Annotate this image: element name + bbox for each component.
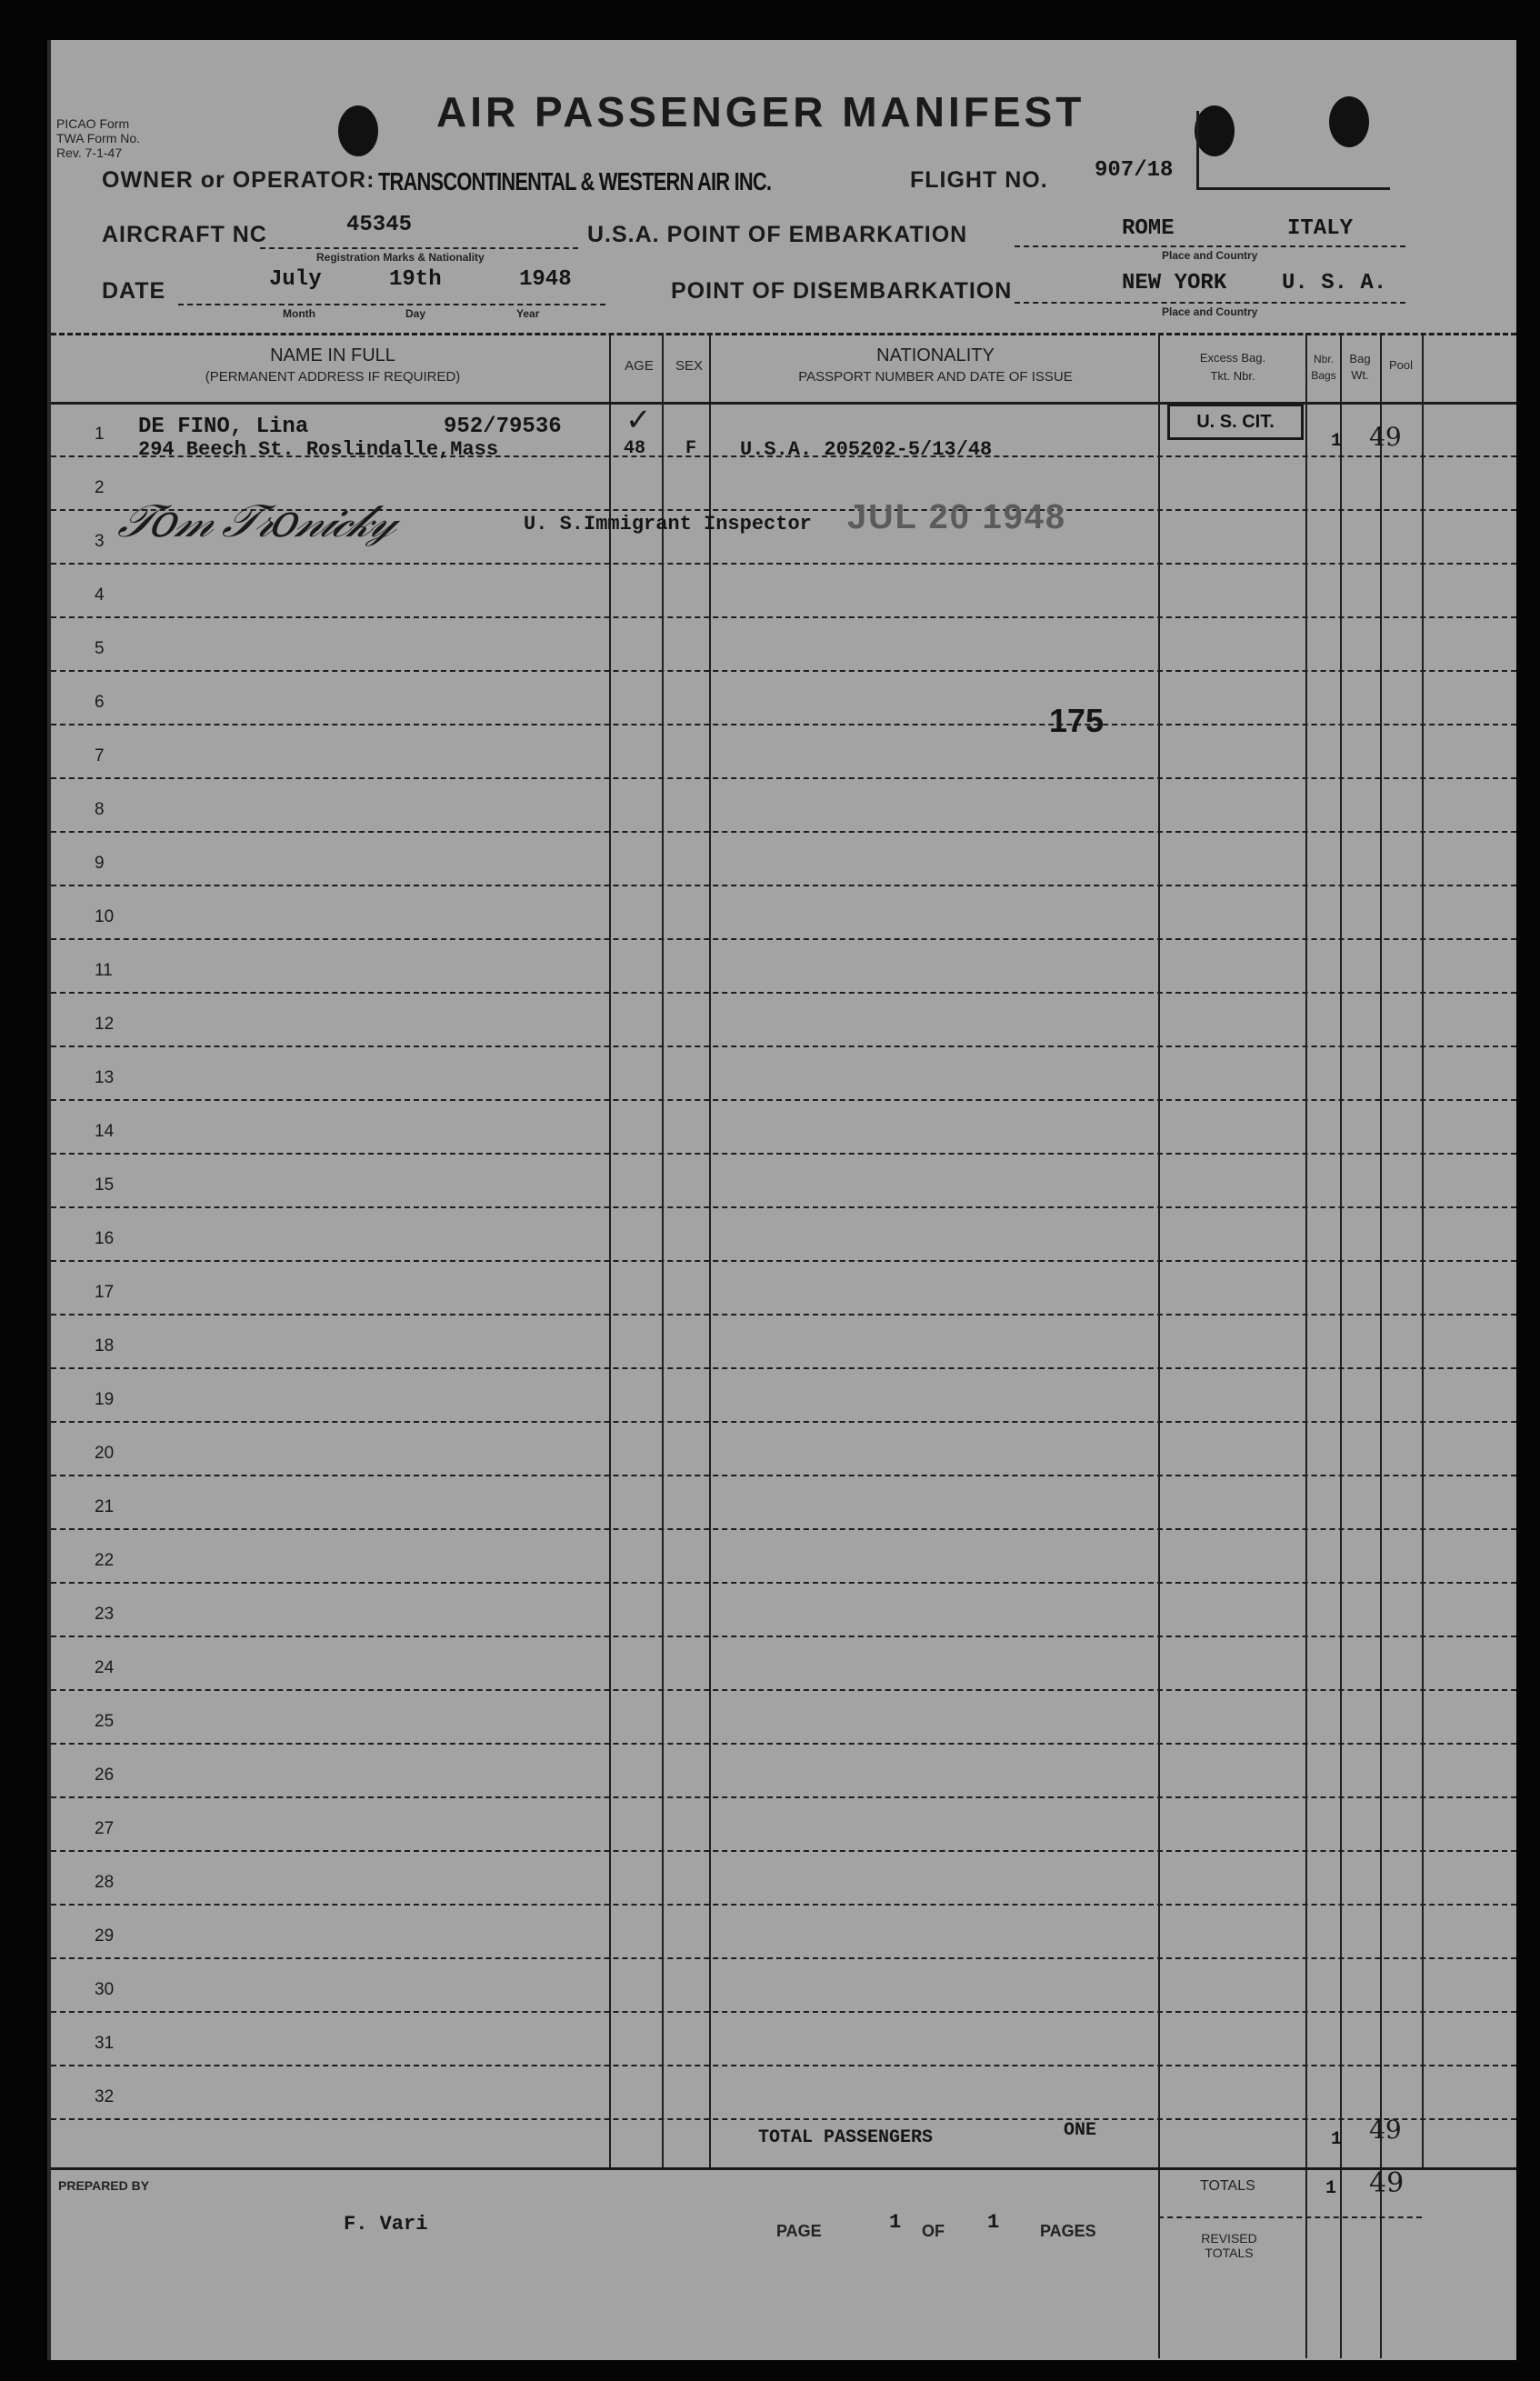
row-number: 32: [95, 2087, 115, 2106]
row-number: 14: [95, 1122, 115, 1141]
passenger-address: 294 Beech St. Roslindalle,Mass: [138, 438, 499, 461]
inspector-signature: 𝒯𝑜𝓂 𝒯𝓇𝑜𝓃𝒾𝒸𝓀𝓎: [113, 495, 403, 547]
row-line: [51, 1850, 1516, 1852]
aircraft-sub: Registration Marks & Nationality: [316, 251, 485, 264]
form-id-line2: TWA Form No.: [56, 131, 141, 145]
date-underline: [178, 304, 605, 305]
owner-value: TRANSCONTINENTAL & WESTERN AIR INC.: [378, 167, 772, 195]
punch-hole-left: [338, 105, 378, 156]
row-number: 3: [95, 532, 105, 551]
col-name-header: NAME IN FULL: [270, 345, 395, 365]
row-line: [51, 563, 1516, 565]
owner-label: OWNER or OPERATOR:: [102, 167, 375, 193]
row-line: [51, 1582, 1516, 1584]
col-excess-sub: Tkt. Nbr.: [1210, 369, 1255, 383]
center-number: 175: [1049, 702, 1105, 739]
row-line: [51, 1636, 1516, 1637]
us-citizen-stamp: [1167, 404, 1304, 440]
totals-bags: 1: [1325, 2178, 1337, 2199]
date-label: DATE: [102, 278, 166, 304]
of-label: OF: [922, 2222, 945, 2240]
row-line: [51, 1206, 1516, 1208]
row-number: 30: [95, 1980, 115, 1999]
row-number: 8: [95, 800, 105, 819]
col-name-sub: (PERMANENT ADDRESS IF REQUIRED): [205, 369, 461, 385]
row-number: 15: [95, 1175, 115, 1195]
row-line: [51, 885, 1516, 886]
aircraft-label: AIRCRAFT NC: [102, 222, 267, 247]
total-passengers-value: ONE: [1064, 2120, 1097, 2141]
form-id-line3: Rev. 7-1-47: [56, 145, 123, 160]
totals-underline: [1158, 2216, 1422, 2218]
row-line: [51, 670, 1516, 672]
row-line: [51, 777, 1516, 779]
pages-label: PAGES: [1040, 2222, 1096, 2240]
aircraft-value: 45345: [346, 213, 413, 237]
row-number: 6: [95, 693, 105, 712]
embarkation-place: ROME: [1122, 216, 1175, 241]
passenger-weight: 49: [1369, 422, 1402, 452]
us-citizen-stamp-text: U. S. CIT.: [1196, 411, 1275, 432]
inspector-date-stamp: JUL 20 1948: [847, 498, 1067, 536]
date-sub-month: Month: [283, 307, 315, 320]
header-separator: [51, 333, 1516, 335]
flight-value: 907/18: [1095, 158, 1174, 183]
page-value: 1: [889, 2211, 902, 2234]
inspector-text: U. S.Immigrant Inspector: [524, 513, 812, 535]
date-year: 1948: [519, 267, 572, 292]
page-title: AIR PASSENGER MANIFEST: [436, 88, 1085, 135]
passenger-sex: F: [685, 438, 697, 459]
disembarkation-place: NEW YORK: [1122, 271, 1227, 295]
col-divider-sex: [709, 333, 711, 2169]
date-day: 19th: [389, 267, 442, 292]
row-number: 22: [95, 1551, 115, 1570]
col-divider-bags: [1340, 333, 1342, 2358]
row-number: 13: [95, 1068, 115, 1087]
row-line: [51, 1957, 1516, 1959]
age-check-mark: ✓: [625, 402, 652, 438]
of-value: 1: [987, 2211, 1000, 2234]
row-line: [51, 1153, 1516, 1155]
row-line: [51, 938, 1516, 940]
row-number: 10: [95, 907, 115, 926]
row-number: 25: [95, 1712, 115, 1731]
row32-bags: 1: [1331, 2129, 1343, 2150]
col-nationality-header: NATIONALITY: [876, 345, 995, 365]
row-number: 23: [95, 1605, 115, 1624]
manifest-sheet: [47, 40, 1516, 2360]
total-passengers-label: TOTAL PASSENGERS: [758, 2127, 934, 2148]
row32-weight: 49: [1369, 2115, 1402, 2145]
passenger-passport: U.S.A. 205202-5/13/48: [740, 438, 993, 461]
prepared-by-value: F. Vari: [344, 2213, 428, 2236]
row-number: 16: [95, 1229, 115, 1248]
disembarkation-sub: Place and Country: [1162, 305, 1258, 318]
col-divider-weight: [1380, 333, 1382, 2358]
row-line: [51, 2065, 1516, 2066]
row-number: 11: [95, 961, 113, 980]
row-line: [51, 1528, 1516, 1530]
row-number: 1: [95, 425, 105, 444]
row-number: 20: [95, 1444, 115, 1463]
footer-separator: [51, 2167, 1516, 2170]
col-divider-nationality: [1158, 333, 1160, 2358]
row-line: [51, 1260, 1516, 1262]
embarkation-sub: Place and Country: [1162, 249, 1258, 262]
row-line: [51, 992, 1516, 994]
row-number: 24: [95, 1658, 115, 1677]
col-nationality-sub: PASSPORT NUMBER AND DATE OF ISSUE: [798, 369, 1073, 385]
row-line: [51, 1904, 1516, 1906]
passenger-bags: 1: [1331, 431, 1343, 452]
row-line: [51, 2118, 1516, 2120]
disembarkation-underline: [1015, 302, 1405, 304]
col-bag-wt-header: Bag Wt.: [1349, 352, 1371, 382]
date-sub-year: Year: [516, 307, 540, 320]
col-divider-excess: [1305, 333, 1307, 2358]
row-number: 5: [95, 639, 105, 658]
embarkation-country: ITALY: [1287, 216, 1354, 241]
row-number: 31: [95, 2034, 115, 2053]
col-divider-age: [662, 333, 664, 2169]
row-number: 29: [95, 1926, 115, 1946]
col-pool-header: Pool: [1388, 358, 1414, 372]
row-line: [51, 616, 1516, 618]
row-line: [51, 1367, 1516, 1369]
row-number: 18: [95, 1336, 115, 1356]
form-id-line1: PICAO Form: [56, 116, 130, 131]
disembarkation-label: POINT OF DISEMBARKATION: [671, 278, 1013, 304]
passenger-age: 48: [624, 438, 646, 459]
row-line: [51, 724, 1516, 725]
col-age-header: AGE: [625, 358, 654, 374]
row-number: 9: [95, 854, 105, 873]
row-line: [51, 1743, 1516, 1745]
row-line: [51, 1689, 1516, 1691]
disembarkation-country: U. S. A.: [1282, 271, 1387, 295]
passenger-name: DE FINO, Lina: [138, 415, 309, 439]
embarkation-label: U.S.A. POINT OF EMBARKATION: [587, 222, 968, 247]
col-sex-header: SEX: [675, 358, 703, 374]
flight-label: FLIGHT NO.: [910, 167, 1048, 193]
prepared-by-label: PREPARED BY: [58, 2178, 150, 2193]
row-number: 19: [95, 1390, 115, 1409]
row-line: [51, 1099, 1516, 1101]
col-divider-name: [609, 333, 611, 2169]
row-number: 12: [95, 1015, 115, 1034]
row-line: [51, 831, 1516, 833]
totals-weight: 49: [1369, 2167, 1405, 2199]
row-number: 28: [95, 1873, 115, 1892]
aircraft-underline: [260, 247, 578, 249]
col-excess-header: Excess Bag.: [1199, 351, 1266, 365]
revised-totals-label: REVISED TOTALS: [1201, 2231, 1257, 2260]
col-nbr-bags-header: Nbr. Bags: [1311, 353, 1336, 382]
row-line: [51, 1421, 1516, 1423]
row-number: 27: [95, 1819, 115, 1838]
row-line: [51, 1045, 1516, 1047]
embarkation-underline: [1015, 245, 1405, 247]
row-number: 17: [95, 1283, 115, 1302]
row-number: 21: [95, 1497, 115, 1516]
passenger-ticket: 952/79536: [444, 415, 562, 439]
date-month: July: [269, 267, 322, 292]
row-number: 4: [95, 585, 105, 605]
row-line: [51, 2011, 1516, 2013]
row-number: 2: [95, 478, 105, 497]
row-number: 26: [95, 1766, 115, 1785]
row-line: [51, 1314, 1516, 1316]
totals-label: TOTALS: [1200, 2178, 1255, 2194]
page-label: PAGE: [776, 2222, 822, 2240]
flight-box: [1196, 111, 1390, 190]
row-number: 7: [95, 746, 105, 765]
date-sub-day: Day: [405, 307, 426, 320]
row-line: [51, 1796, 1516, 1798]
row-line: [51, 1475, 1516, 1476]
col-divider-pool: [1422, 333, 1424, 2169]
